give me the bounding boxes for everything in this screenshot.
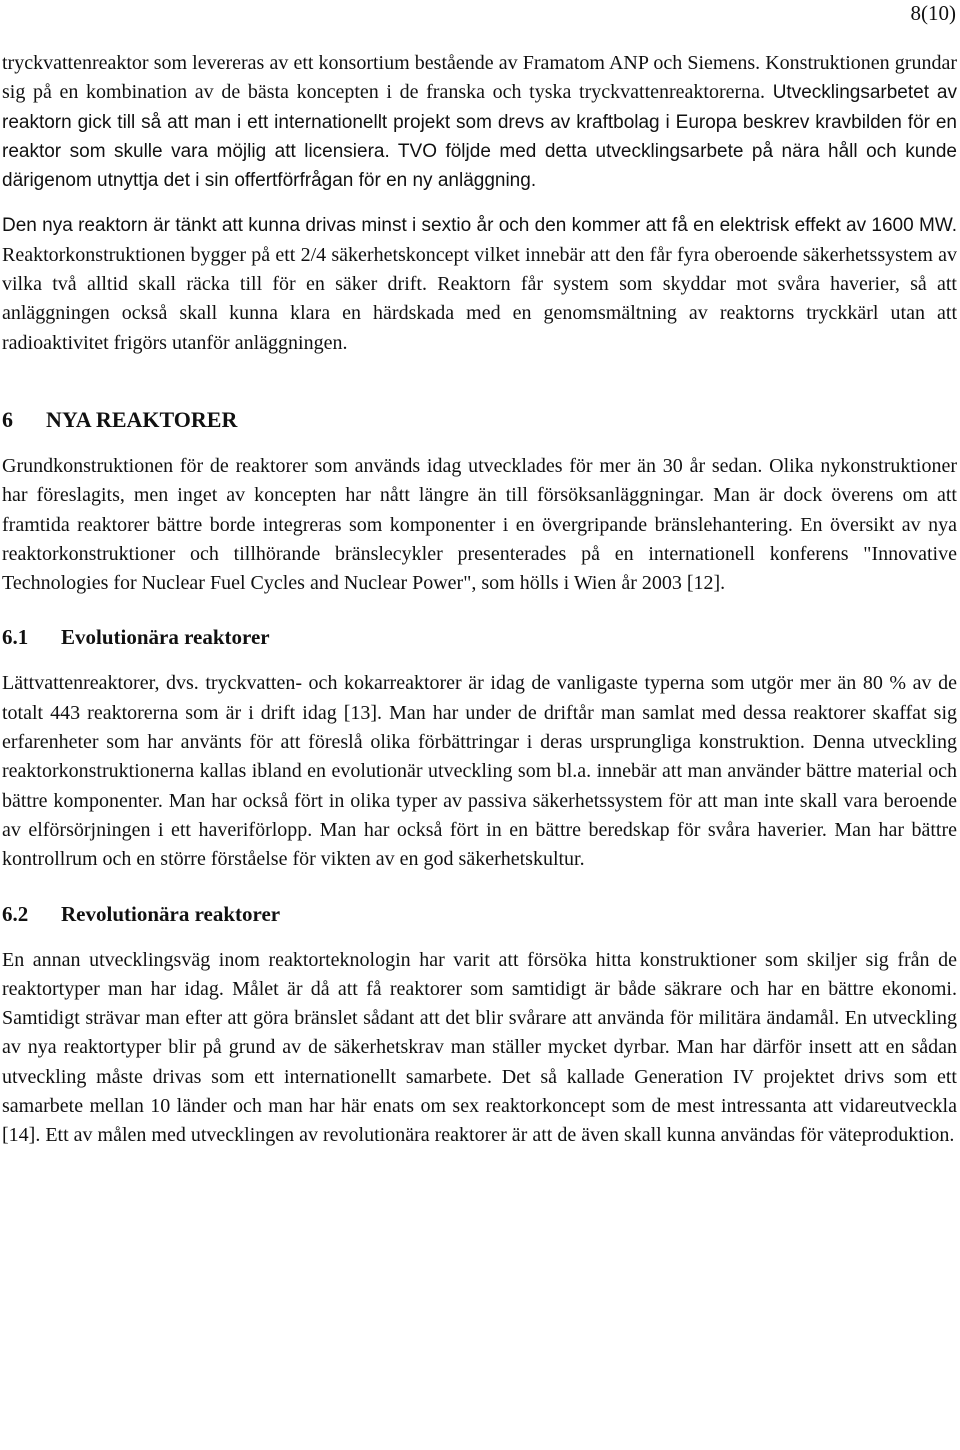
section-6-2-number: 6.2 <box>2 901 29 926</box>
section-6-1-heading <box>2 622 957 652</box>
section-6-1-number: 6.1 <box>2 625 29 650</box>
section-6-heading <box>2 405 957 435</box>
section-6-body: Grundkonstruktionen för de reaktorer som används idag utvecklades för mer än 30 år sedan. Olika nykonstruktioner har föreslagits, men inget av koncepten har nått längre än till försöksanläggningar. Man är dock överens om att framtida reaktorer bättre borde integreras som komponenter i en övergripande bränslehantering. En översikt av nya reaktorkonstruktioner och tillhörande bränslecykler presenterades på en internationell konferens "Innovative Technologies for Nuclear Fuel Cycles and Nuclear Power", som hölls i Wien år 2003 [12]. <box>2 454 957 595</box>
page-number: 8(10) <box>910 1 956 25</box>
section-6-2-body: En annan utvecklingsväg inom reaktorteknologin har varit att försöka hitta konstruktioner som skiljer sig från de reaktortyper man har idag. Målet är då att få reaktorer som samtidigt är både säkrare och har en bättre ekonomi. Samtidigt strävar man efter att göra bränslet sådant att det blir svårare att använda för militära ändamål. En utveckling av nya reaktortyper blir på grund av de säkerhetskrav man ställer mycket dyrbar. Man har därför insett att en sådan utveckling måste drivas som ett internationellt samarbete. Det så kallade Generation IV projektet drivs som ett samarbete mellan 10 länder och man har här enats om sex reaktorkoncept som de mest intressanta att vidareutveckla [14]. Ett av målen med utvecklingen av revolutionära reaktorer är att de även skall kunna användas för väteproduktion. <box>2 948 957 1147</box>
section-6-2-heading <box>2 899 957 929</box>
intro-2-serif-text: Reaktorkonstruktionen bygger på ett 2/4 säkerhetskoncept vilket innebär att den får fyra oberoende säkerhetssystem av vilka två alltid skall räcka till för en säker drift. Reaktorn får system som skyddar mot svåra haverier, så att anläggningen också skall kunna klara en härdskada med en genomsmältning av reaktorns tryckkärl utan att radioaktivitet frigörs utanför anläggningen. <box>2 243 957 354</box>
document-body <box>2 49 957 1151</box>
intro-sans-text: Utvecklingsarbetet av reaktorn gick till så att man i ett internationellt projekt som drevs av kraftbolag i Europa beskrev kravbilden för en reaktor som skulle vara möjlig att licensiera. TVO följde med detta utvecklingsarbete på nära håll och kunde därigenom utnyttja det i sin offertförfrågan för en ny anläggning. <box>2 82 957 192</box>
section-6-2-title: Revolutionära reaktorer <box>61 901 281 926</box>
intro-2-sans-text: Den nya reaktorn är tänkt att kunna drivas minst i sextio år och den kommer att få en elektrisk effekt av 1600 MW. <box>2 215 957 237</box>
section-6-number: 6 <box>2 406 13 432</box>
intro-paragraph-2 <box>2 211 957 357</box>
intro-paragraph-1 <box>2 49 957 195</box>
section-6-1-title: Evolutionära reaktorer <box>61 625 270 650</box>
section-6-title: NYA REAKTORER <box>46 406 238 432</box>
intro-serif-text: tryckvattenreaktor som levereras av ett konsortium bestående av Framatom ANP och Siemens. Konstruktionen grundar sig på en kombination av de bästa koncepten i de franska och tyska tryckvattenreaktorerna. <box>2 52 957 104</box>
section-6-1-body: Lättvattenreaktorer, dvs. tryckvatten- och kokarreaktorer är idag de vanligaste typerna som utgör mer än 80 % av de totalt 443 reaktorerna som är i drift idag [13]. Man har under de driftår man samlat med dessa reaktorer skaffat sig erfarenheter som har använts för att föreslå olika förbättringar i deras ursprungliga konstruktion. Denna utveckling reaktorkonstruktionerna kallas ibland en evolutionär utveckling som bl.a. innebär att man använder bättre material och bättre komponenter. Man har också fört in olika typer av passiva säkerhetssystem för att man inte skall vara beroende av elförsörjningen i ett haveriförlopp. Man har också fört in en bättre beredskap för svåra haverier. Man har bättre kontrollrum och en större förståelse för vikten av en god säkerhetskultur. <box>2 672 957 871</box>
